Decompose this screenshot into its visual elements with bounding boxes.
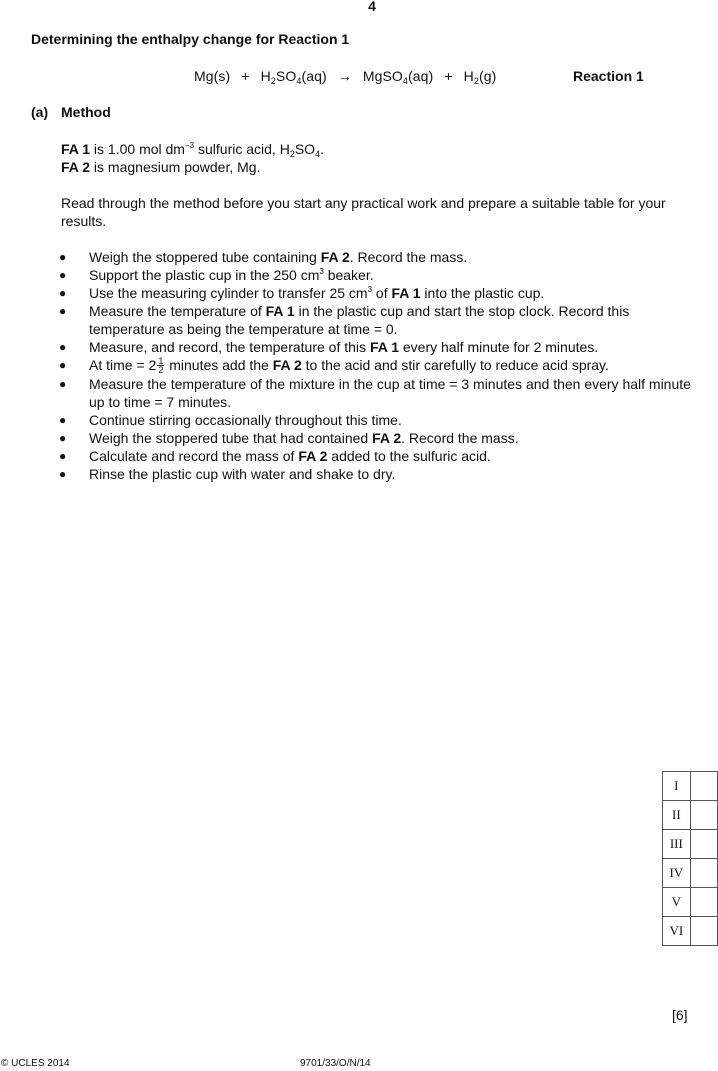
- method-step: ● Use the measuring cylinder to transfer 25 $cm^3$ of FA 1 into the plastic cup.: [59, 285, 545, 301]
- mark-grid-box: [690, 917, 717, 946]
- method-step: ● Rinse the plastic cup with water and shake to dry.: [59, 465, 396, 482]
- bullet-icon: ●: [59, 430, 67, 445]
- bullet-icon: ●: [59, 286, 67, 300]
- mark-grid-label: VI: [663, 917, 691, 946]
- mark-grid-label: V: [663, 888, 691, 917]
- mark-grid-row: [663, 888, 718, 917]
- footer-paper-code: 9701/33/O/N/14: [300, 1058, 371, 1069]
- bullet-icon: ●: [59, 250, 67, 264]
- bullet-icon: ●: [59, 358, 67, 372]
- mark-grid-label: IV: [663, 859, 691, 888]
- bullet-icon: ●: [59, 304, 67, 318]
- method-step: ● Measure, and record, the temperature of this FA 1 every half minute for 2 minutes.: [59, 339, 599, 355]
- mark-grid: [662, 771, 718, 946]
- materials-list: [61, 140, 701, 176]
- method-step: ● Support the plastic cup in the 250 $cm^3$ beaker.: [59, 267, 374, 283]
- reaction-arrow: →: [337, 68, 352, 84]
- intro-paragraph: Read through the method before you start any practical work and prepare a suitable table for your results.: [61, 195, 666, 229]
- reaction-equation: [194, 68, 496, 84]
- plus-sign: +: [444, 68, 453, 84]
- reactant-h2so4: $H_2SO_4(aq)$: [260, 68, 327, 86]
- method-steps: [59, 248, 699, 483]
- footer-copyright: © UCLES 2014: [1, 1058, 70, 1069]
- part-a-title: Method: [61, 104, 111, 120]
- mark-grid-label: II: [663, 801, 691, 830]
- bullet-icon: ●: [59, 268, 67, 282]
- method-step: ● Measure the temperature of FA 1 in the plastic cup and start the stop clock. Record this temperature as being the temperature at time = 0.: [59, 303, 630, 337]
- bullet-icon: ●: [59, 340, 67, 354]
- mark-grid-box: [690, 888, 717, 917]
- mark-grid-row: [663, 859, 718, 888]
- mark-grid-box: [690, 801, 717, 830]
- mark-grid-row: [663, 830, 718, 859]
- method-step: ● Calculate and record the mass of FA 2 added to the sulfuric acid.: [59, 447, 491, 464]
- mark-grid-label: III: [663, 830, 691, 859]
- bullet-icon: ●: [59, 448, 67, 463]
- method-step: ● Measure the temperature of the mixture in the cup at time = 3 minutes and then every half minute up to time = 7 minutes.: [59, 375, 691, 410]
- product-h2: $H_2(g)$: [463, 68, 497, 86]
- method-step: ● Weigh the stoppered tube that had contained FA 2. Record the mass.: [59, 429, 519, 446]
- method-step: ● Weigh the stoppered tube containing FA 2. Record the mass.: [59, 249, 468, 265]
- mark-grid-row: [663, 772, 718, 801]
- material-fa2: FA 2 is magnesium powder, Mg.: [61, 159, 261, 175]
- bullet-icon: ●: [59, 412, 67, 427]
- mark-grid-box: [690, 772, 717, 801]
- reactant-mg: Mg(s): [194, 68, 231, 84]
- mark-grid-row: [663, 801, 718, 830]
- total-marks: [6]: [672, 1007, 688, 1023]
- mark-grid-label: I: [663, 772, 691, 801]
- mark-grid-box: [690, 830, 717, 859]
- page-number: 4: [368, 0, 376, 14]
- plus-sign: +: [241, 68, 250, 84]
- mark-grid-row: [663, 917, 718, 946]
- bullet-icon: ●: [59, 466, 67, 481]
- section-title: Determining the enthalpy change for Reaction 1: [31, 31, 350, 47]
- fraction-half: $\frac{1}{2}$: [158, 355, 164, 375]
- bullet-icon: ●: [59, 376, 67, 391]
- material-fa1: FA 1 is 1.00 mol $dm^{-3}$ sulfuric acid, $H_2SO_4$.: [61, 141, 324, 159]
- part-a-label: (a): [31, 104, 49, 120]
- method-step: ● At time = 2 $\frac{1}{2}$ minutes add the FA 2 to the acid and stir carefully to reduce acid spray.: [59, 355, 609, 375]
- product-mgso4: MgSO$_4$(aq): [362, 68, 434, 86]
- mark-grid-box: [690, 859, 717, 888]
- method-step: ● Continue stirring occasionally throughout this time.: [59, 411, 402, 428]
- reaction-label: Reaction 1: [573, 68, 644, 84]
